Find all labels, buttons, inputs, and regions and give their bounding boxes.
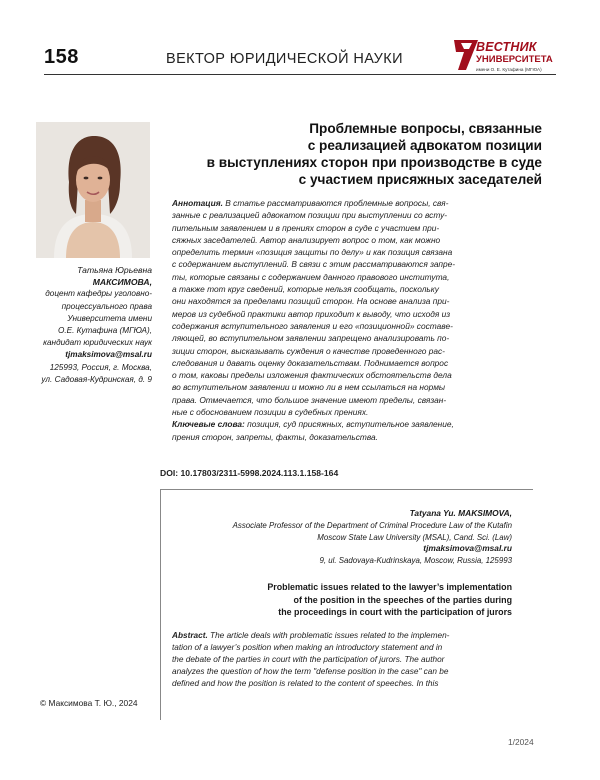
keywords-line: позиция, суд присяжных, вступительное заявление, [244,419,454,430]
author-info-en [196,508,512,567]
abstract-line: во вступительном заявлении и можно ли в нем ссылаться на нормы [172,382,446,393]
author-first-names: Татьяна Юрьевна [77,265,152,275]
logo-caption: имени О. Е. Кутафина (МГЮА) [476,67,542,72]
title-line-en: Problematic issues related to the lawyer’s implementation [267,582,512,592]
abstract-line: они находятся за пределами позиций сторон. На основе анализа при- [172,296,450,307]
abstract-line-en: analyzes the question of how the term "defense position in the case" can be [172,667,449,676]
title-line-en: of the position in the speeches of the parties during [293,594,512,605]
abstract-line: меров из судебной практики автор приходит к выводу, что исходя из [172,308,451,319]
abstract-line: ты, которые связаны с содержанием данного правового института, [172,271,450,282]
address-line: ул. Садовая-Кудринская, д. 9 [41,374,152,384]
title-line: в выступлениях сторон при производстве в суде [206,155,542,170]
journal-logo [452,38,562,76]
abstract-line: зиции сторон, высказывать суждения о качестве проведенного рас- [172,345,445,356]
affiliation-line: О.Е. Кутафина (МГЮА), [58,326,152,336]
title-line: с реализацией адвокатом позиции [307,138,542,153]
article-title-ru [160,120,542,188]
affiliation-line: доцент кафедры уголовно- [45,289,152,299]
logo-subtitle: УНИВЕРСИТЕТА [476,54,553,65]
abstract-line-en: tation of a lawyer’s position when making an introductory statement and in [172,643,443,652]
author-email-en[interactable]: tjmaksimova@msal.ru [423,543,512,554]
doi[interactable]: DOI: 10.17803/2311-5998.2024.113.1.158-164 [160,468,339,478]
author-surname: МАКСИМОВА, [92,277,152,288]
abstract-line-en: the debate of the parties in court with the participation of jurors. The author [172,655,445,664]
issue-number: 1/2024 [508,737,534,747]
abstract-line: занные с реализацией адвокатом позиции при выступлении со всту- [172,210,448,221]
abstract-line: а также тот круг сведений, которые нельзя сообщать, поскольку [172,284,439,295]
title-line: с участием присяжных заседателей [298,172,542,187]
page-number: 158 [44,46,79,68]
address-en: 9, ul. Sadovaya-Kudrinskaya, Moscow, Russia, 125993 [319,556,512,566]
abstract-line-en: defined and how the position is related to the content of speeches. In this [172,679,439,688]
abstract-line: с содержанием выступлений. В связи с этим рассматриваются запре- [172,259,456,270]
author-photo [36,122,150,258]
affiliation-line: Университета имени [67,313,152,323]
author-email[interactable]: tjmaksimova@msal.ru [65,350,152,360]
abstract-line: пительным заявлением и в прениях сторон в суде с участием при- [172,222,440,233]
address-line: 125993, Россия, г. Москва, [49,362,152,372]
title-line: Проблемные вопросы, связанные [309,121,542,136]
title-line-en: the proceedings in court with the participation of jurors [278,607,512,618]
affiliation-line: кандидат юридических наук [43,338,152,348]
abstract-line: определить термин «позиция защиты по делу» и как позиция связана [172,247,453,258]
abstract-line: следования и давать оценку доказательствам. Поднимается вопрос [172,357,449,368]
affiliation-line: процессуального права [61,301,152,311]
copyright: © Максимова Т. Ю., 2024 [40,698,138,708]
author-info-ru [10,264,152,386]
keywords-label: Ключевые слова: [172,419,245,430]
abstract-line: о том, каковы пределы изложения фактических обстоятельств дела [172,370,452,381]
affiliation-line-en: Associate Professor of the Department of Criminal Procedure Law of the Kutafin [232,520,512,530]
logo-title: ВЕСТНИК [476,40,537,54]
affiliation-line-en: Moscow State Law University (MSAL), Cand. Sci. (Law) [317,532,512,542]
abstract-line-en: The article deals with problematic issues related to the implemen- [207,631,450,640]
abstract-line: ные с обоснованием позиции в судебных прениях. [172,407,369,418]
header-divider [44,74,556,75]
abstract-line: права. Отмечается, что большое значение имеют пределы, связан- [172,394,447,405]
abstract-line: содержания вступительного заявления и его «позиционной» составе- [172,320,453,331]
abstract-label: Аннотация. [172,198,223,208]
abstract-ru [172,197,516,443]
abstract-line: ляющей, во вступительном заявлении запрещено анализировать по- [172,333,450,344]
abstract-label-en: Abstract. [172,631,208,640]
abstract-line: сяжных заседателей. Автор анализирует вопрос о том, как можно [172,234,441,245]
journal-title: ВЕКТОР ЮРИДИЧЕСКОЙ НАУКИ [166,51,403,67]
article-title-en [180,581,512,619]
abstract-en [172,630,514,690]
author-name-en: Tatyana Yu. MAKSIMOVA, [409,508,512,518]
keywords-line: прения сторон, запреты, факты, доказательства. [172,431,378,442]
abstract-line: В статье рассматриваются проблемные вопросы, свя- [222,198,449,208]
